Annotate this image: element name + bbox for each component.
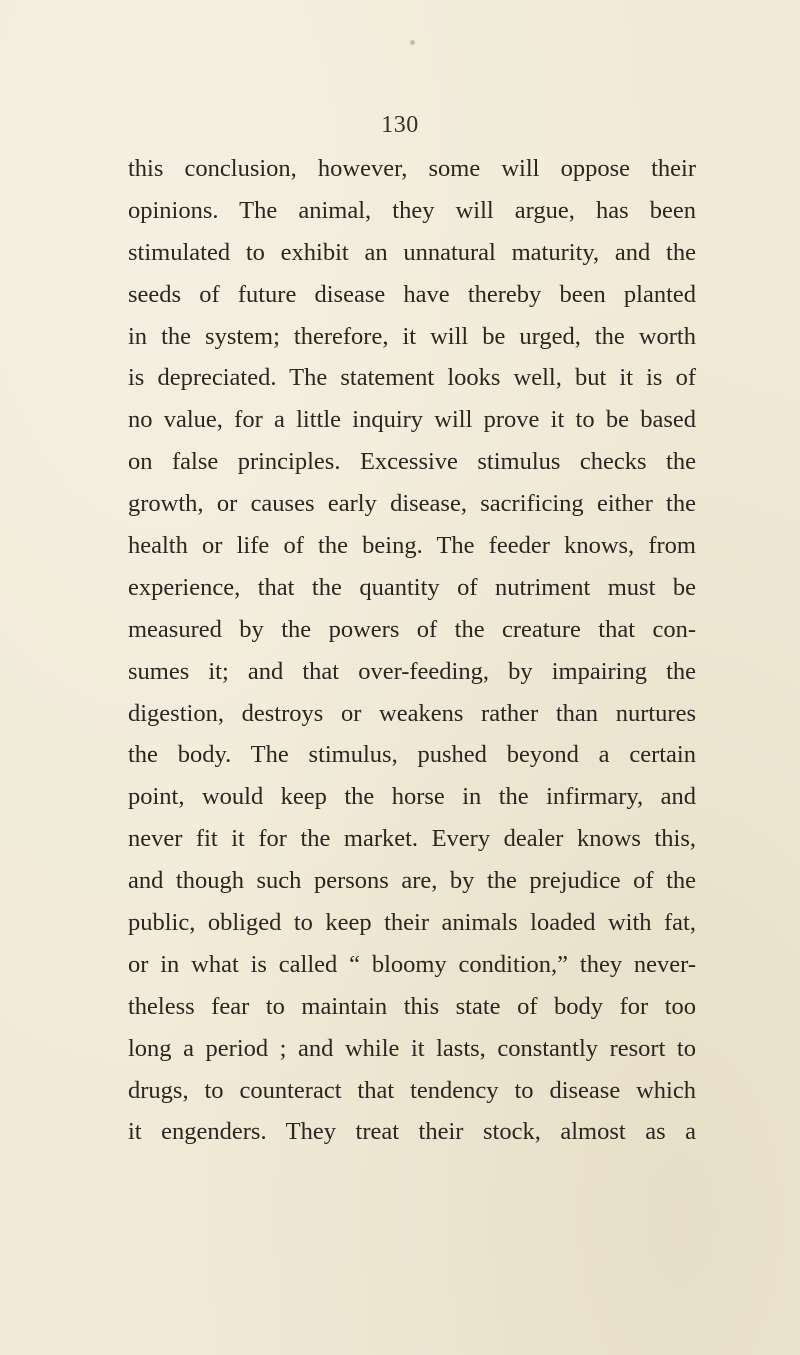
text-line-4: seeds of future disease have thereby been planted (128, 280, 696, 308)
text-line-10: health or life of the being. The feeder knows, from (128, 532, 696, 560)
text-line-12: measured by the powers of the creature that con- (128, 615, 696, 643)
text-line-20: or in what is called “ bloomy condition,” they never- (128, 950, 696, 978)
text-line-3: stimulated to exhibit an unnatural maturity, and the (128, 238, 696, 266)
text-line-1: this conclusion, however, some will oppose their (128, 155, 696, 182)
body-text (128, 148, 696, 1153)
paper-speck (410, 40, 415, 45)
text-line-13: sumes it; and that over-feeding, by impairing the (128, 657, 696, 685)
text-line-14: digestion, destroys or weakens rather than nurtures (128, 699, 696, 727)
text-line-18: and though such persons are, by the prejudice of the (128, 867, 696, 895)
page-number: 130 (381, 112, 419, 138)
text-line-2: opinions. The animal, they will argue, has been (128, 196, 696, 224)
text-line-24: it engenders. They treat their stock, almost as a (128, 1118, 696, 1146)
text-line-23: drugs, to counteract that tendency to disease which (128, 1076, 696, 1104)
text-line-15: the body. The stimulus, pushed beyond a certain (128, 741, 696, 769)
text-line-9: growth, or causes early disease, sacrificing either the (128, 490, 696, 518)
text-line-16: point, would keep the horse in the infirmary, and (128, 783, 696, 811)
text-line-8: on false principles. Excessive stimulus checks the (128, 448, 696, 476)
text-line-11: experience, that the quantity of nutriment must be (128, 573, 696, 601)
text-line-7: no value, for a little inquiry will prove it to be based (128, 406, 696, 434)
text-line-19: public, obliged to keep their animals loaded with fat, (128, 909, 696, 937)
text-line-21: theless fear to maintain this state of body for too (128, 992, 696, 1020)
text-line-5: in the system; therefore, it will be urged, the worth (128, 322, 696, 350)
text-line-6: is depreciated. The statement looks well, but it is of (128, 364, 696, 392)
text-line-17: never fit it for the market. Every dealer knows this, (128, 825, 696, 853)
text-line-22: long a period ; and while it lasts, constantly resort to (128, 1034, 696, 1062)
